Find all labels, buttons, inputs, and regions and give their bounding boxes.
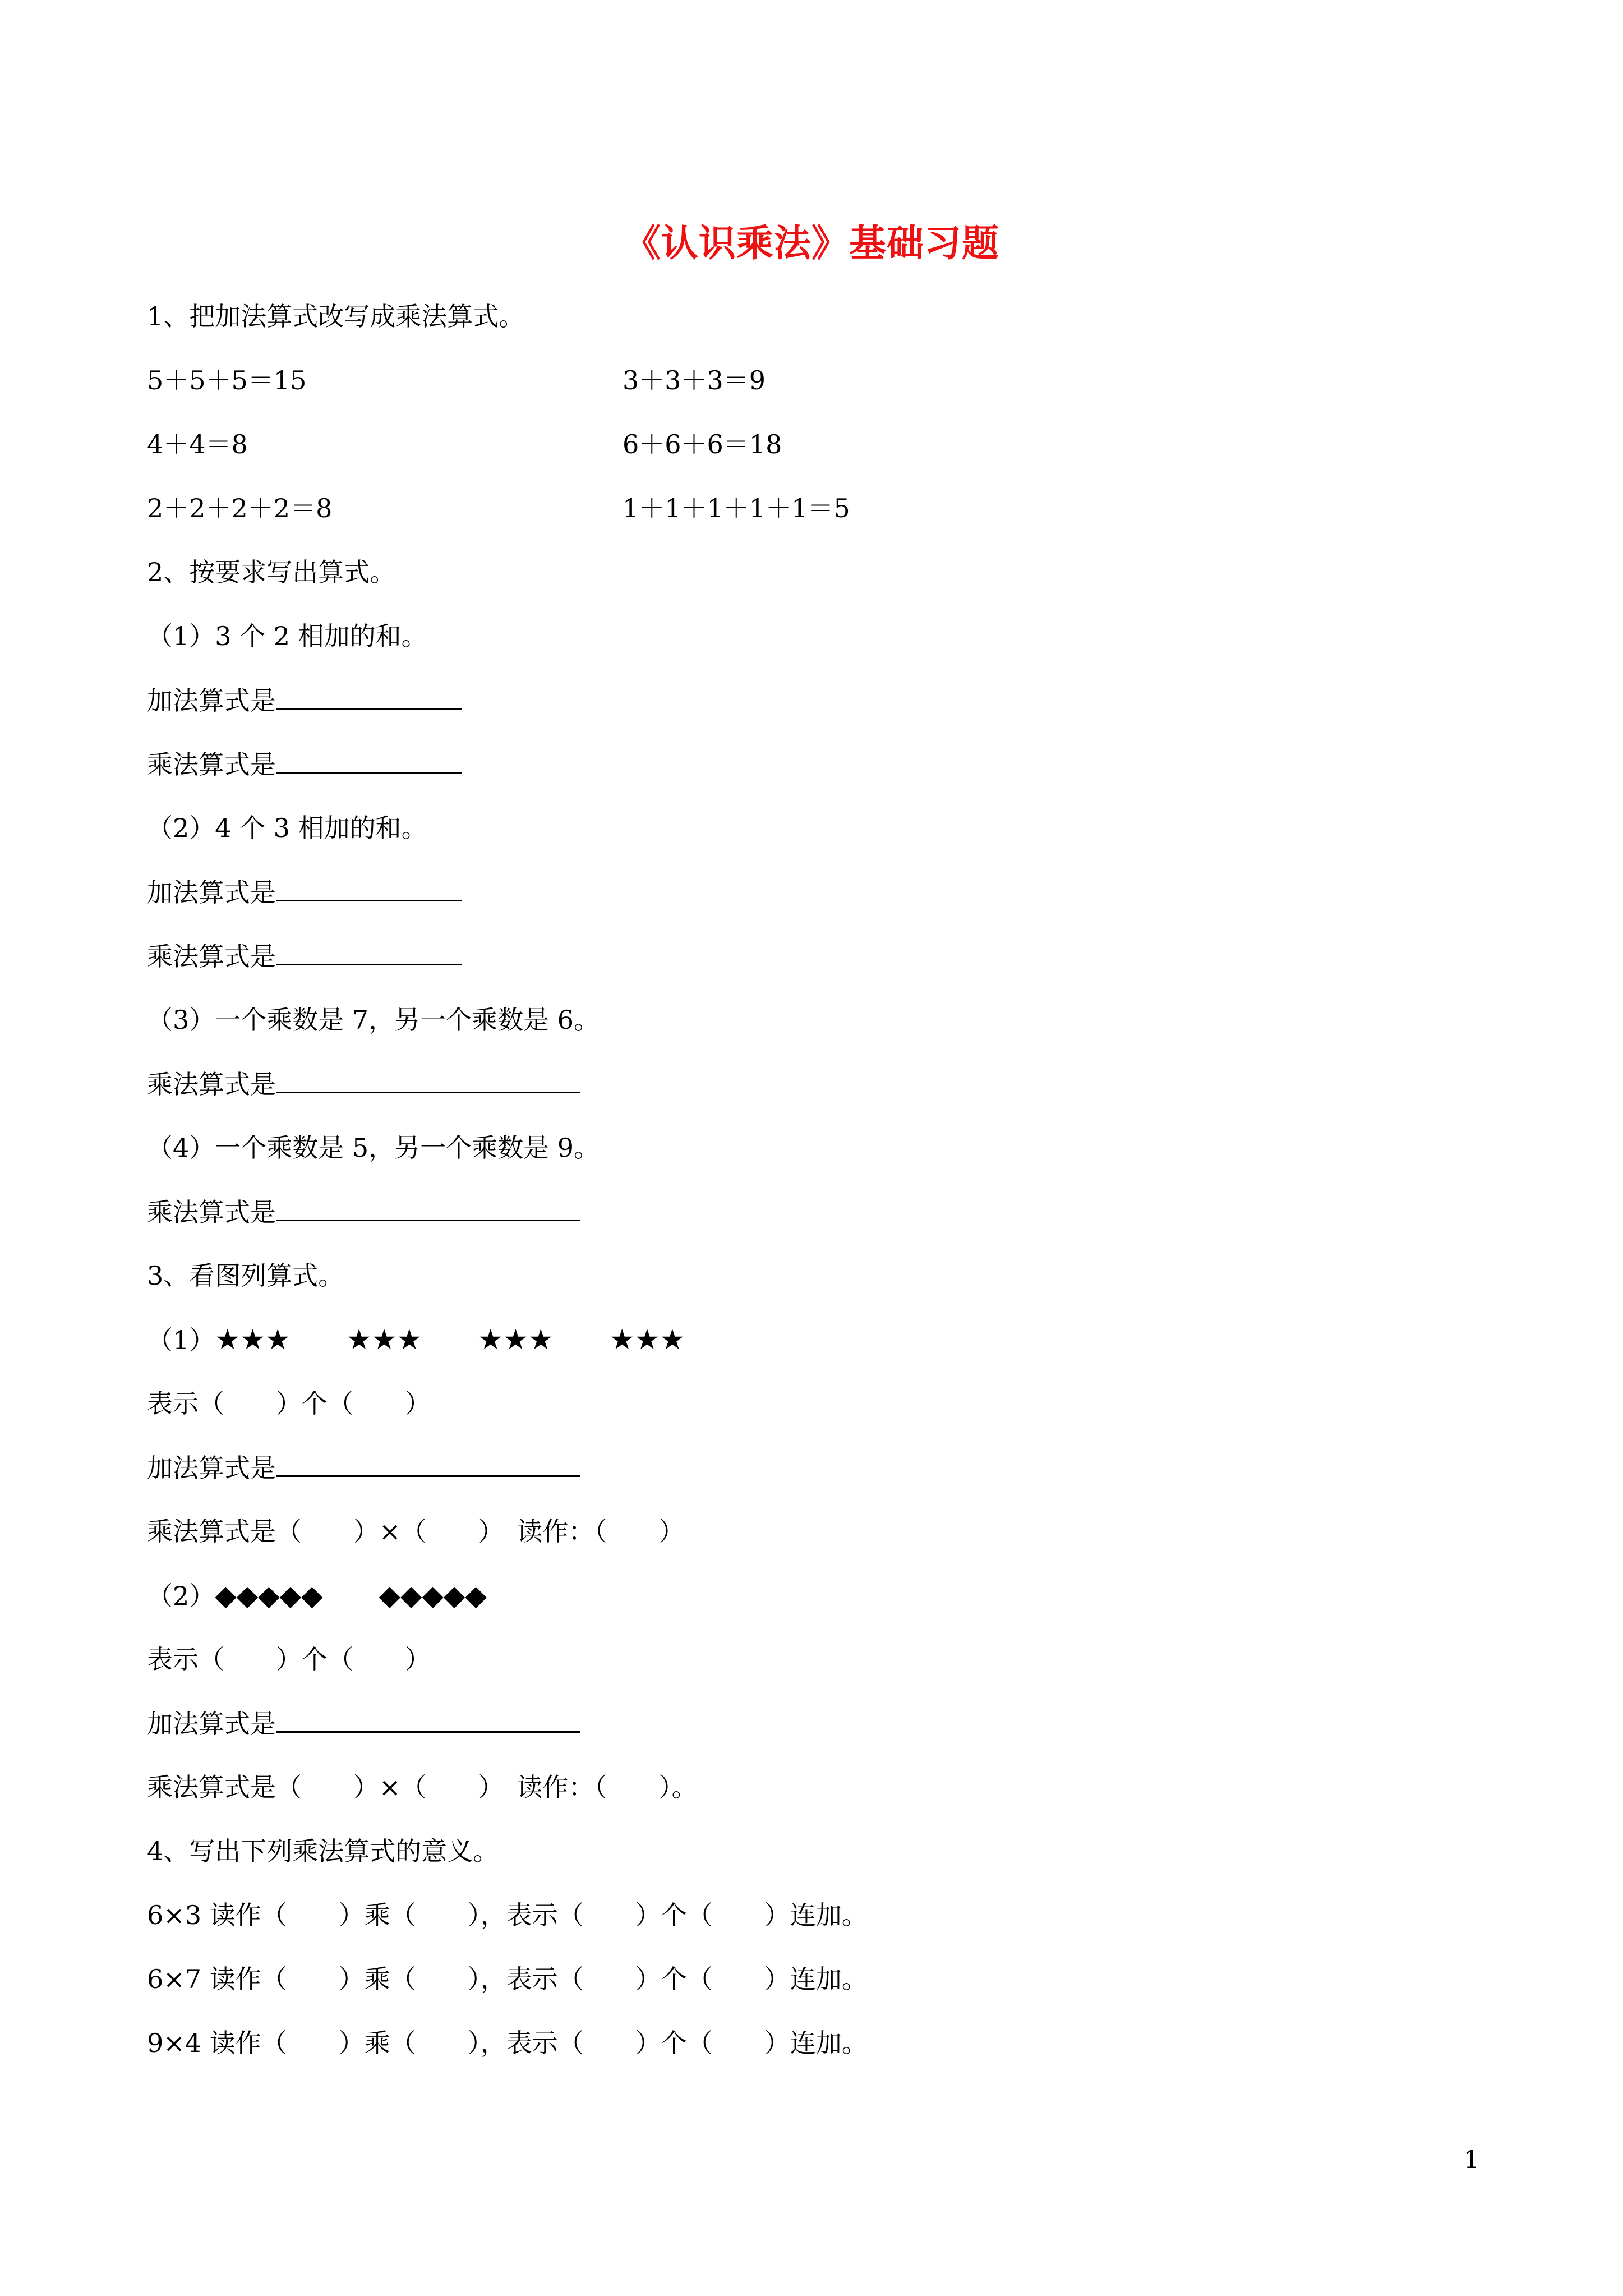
page-title: 《认识乘法》基础习题 bbox=[624, 221, 999, 265]
q2-mul-answer bbox=[147, 939, 462, 973]
answer-label: 加法算式是 bbox=[147, 1709, 276, 1739]
q4-item: 6×7 读作（ ）乘（ ），表示（ ）个（ ）连加。 bbox=[147, 1964, 868, 1994]
q2-mul-answer bbox=[147, 747, 462, 781]
part-label: （2） bbox=[147, 1581, 215, 1611]
q3-heading: 3、看图列算式。 bbox=[147, 1260, 344, 1291]
q4-item: 9×4 读作（ ）乘（ ），表示（ ）个（ ）连加。 bbox=[147, 2028, 868, 2058]
answer-blank[interactable] bbox=[276, 1067, 580, 1093]
q3-part-1 bbox=[147, 1323, 685, 1357]
q3-part-2 bbox=[147, 1579, 487, 1613]
q3-represent: 表示（ ）个（ ） bbox=[147, 1388, 431, 1419]
q1-item: 3＋3＋3＝9 bbox=[623, 365, 766, 395]
q4-heading: 4、写出下列乘法算式的意义。 bbox=[147, 1836, 499, 1866]
answer-blank[interactable] bbox=[276, 939, 462, 965]
q2-heading: 2、按要求写出算式。 bbox=[147, 557, 396, 587]
answer-blank[interactable] bbox=[276, 1706, 580, 1733]
q1-item: 2＋2＋2＋2＝8 bbox=[147, 493, 333, 523]
answer-blank[interactable] bbox=[276, 683, 462, 710]
q2-add-answer bbox=[147, 875, 462, 909]
answer-label: 加法算式是 bbox=[147, 877, 276, 908]
q3-mul-answer: 乘法算式是（ ）×（ ） 读作：（ ） bbox=[147, 1516, 685, 1547]
q1-item: 6＋6＋6＝18 bbox=[623, 429, 782, 459]
q2-mul-answer bbox=[147, 1195, 580, 1229]
answer-blank[interactable] bbox=[276, 747, 462, 774]
part-label: （1） bbox=[147, 1325, 215, 1355]
answer-label: 乘法算式是 bbox=[147, 941, 276, 972]
q3-add-answer bbox=[147, 1706, 580, 1741]
q2-part-3: （3）一个乘数是 7，另一个乘数是 6。 bbox=[147, 1005, 600, 1035]
q3-mul-answer: 乘法算式是（ ）×（ ） 读作：（ ）。 bbox=[147, 1772, 698, 1802]
q4-item: 6×3 读作（ ）乘（ ），表示（ ）个（ ）连加。 bbox=[147, 1900, 868, 1930]
q2-part-2: （2）4 个 3 相加的和。 bbox=[147, 813, 427, 843]
answer-label: 乘法算式是 bbox=[147, 1197, 276, 1227]
q2-add-answer bbox=[147, 683, 462, 717]
q1-heading: 1、把加法算式改写成乘法算式。 bbox=[147, 301, 525, 332]
q1-item: 4＋4＝8 bbox=[147, 429, 248, 459]
q2-mul-answer bbox=[147, 1067, 580, 1101]
answer-label: 乘法算式是 bbox=[147, 749, 276, 780]
answer-blank[interactable] bbox=[276, 1195, 580, 1221]
q3-represent: 表示（ ）个（ ） bbox=[147, 1644, 431, 1674]
q1-item: 5＋5＋5＝15 bbox=[147, 365, 307, 395]
q2-part-4: （4）一个乘数是 5，另一个乘数是 9。 bbox=[147, 1133, 600, 1163]
page-number: 1 bbox=[1464, 2146, 1479, 2174]
star-icon: ★★★ ★★★ ★★★ ★★★ bbox=[215, 1323, 685, 1356]
q1-item: 1＋1＋1＋1＋1＝5 bbox=[623, 493, 850, 523]
answer-label: 加法算式是 bbox=[147, 685, 276, 716]
answer-blank[interactable] bbox=[276, 1451, 580, 1477]
q2-part-1: （1）3 个 2 相加的和。 bbox=[147, 621, 427, 651]
answer-label: 加法算式是 bbox=[147, 1453, 276, 1483]
answer-label: 乘法算式是 bbox=[147, 1069, 276, 1099]
answer-blank[interactable] bbox=[276, 875, 462, 901]
q3-add-answer bbox=[147, 1451, 580, 1485]
diamond-icon: ◆◆◆◆◆ ◆◆◆◆◆ bbox=[215, 1579, 487, 1612]
